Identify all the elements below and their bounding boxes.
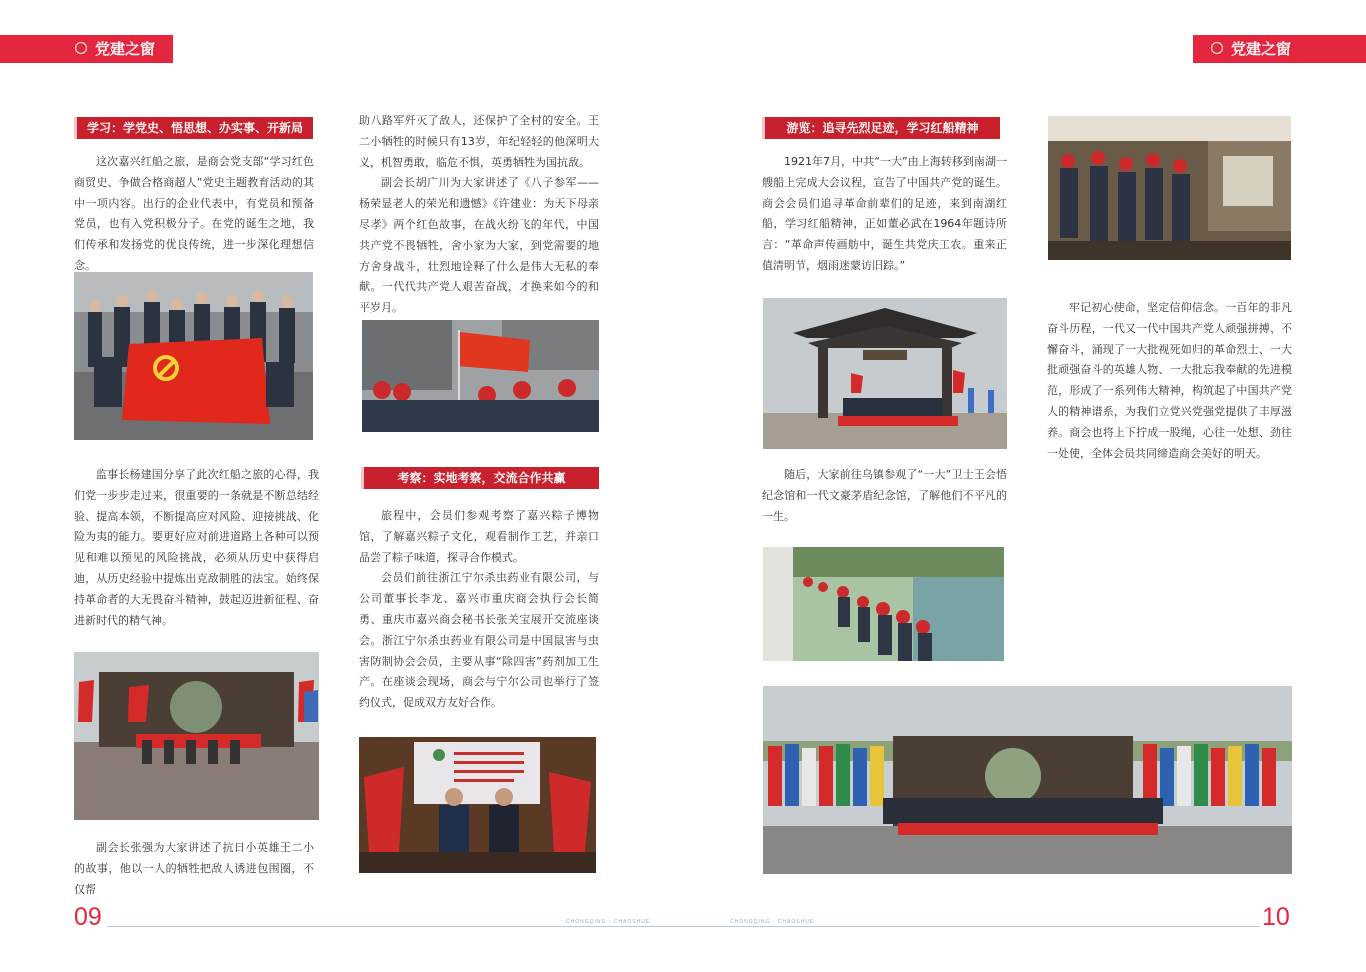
photo-archway-group (763, 298, 1007, 449)
footer-rule (107, 926, 1260, 927)
photo-signing-ceremony (359, 737, 596, 873)
article-paragraph: 这次嘉兴红船之旅，是商会党支部“学习红色商贸史、争做合格商超人”党史主题教育活动的其中一项内容。出行的企业代表中，有党员和预备党员，也有入党积极分子。在党的诞生之地，我们传承和发扬党的优良传统，进一步深化理想信念。 (74, 155, 314, 272)
article-paragraph: 1921年7月，中共“一大”由上海转移到南湖一艘船上完成大会议程，宣告了中国共产党的诞生。商会会员们追寻革命前辈们的足迹，来到南湖红船，学习红船精神，正如董必武在1964年题诗所言：“革命声传画舫中，诞生共党庆工农。重来正值清明节，烟雨迷蒙访旧踪。” (762, 155, 1007, 272)
photo-flag-plaza-group (763, 686, 1292, 874)
footer-brand-right: CHONGQING · CHAOSHUE (730, 919, 815, 925)
article-paragraph: 牢记初心使命，坚定信仰信念。一百年的非凡奋斗历程，一代又一代中国共产党人顽强拼搏、不懈奋斗，涌现了一大批视死如归的革命烈士、一大批顽强奋斗的英雄人物、一大批忘我奉献的先进模范，形成了一系列伟大精神，构筑起了中国共产党人的精神谱系，为我们立党兴党强党提供了丰厚滋养。商会也将上下拧成一股绳，心往一处想、劲往一处使，全体会员共同缔造商会美好的明天。 (1047, 301, 1292, 460)
article-paragraph: 副会长张强为大家讲述了抗日小英雄王二小的故事，他以一人的牺牲把敌人诱进包围圈，不仅帮 (74, 841, 314, 896)
page-number-right: 10 (1262, 903, 1290, 931)
photo-flag-group (74, 272, 313, 440)
page-number-left: 09 (74, 903, 102, 931)
photo-museum-visit (1048, 116, 1291, 260)
photo-banner-gate (74, 652, 319, 820)
footer-brand-left: CHONGQING · CHAOSHUE (566, 919, 651, 925)
section-heading-inspect: 考察：实地考察，交流合作共赢 (361, 467, 599, 489)
article-paragraph: 监事长杨建国分享了此次红船之旅的心得，我们党一步步走过来，很重要的一条就是不断总结经验、提高本领，不断提高应对风险、迎接挑战、化险为夷的能力。要更好应对前进道路上各种可以预见和难以预见的风险挑战，必须从历史中获得启迪，从历史经验中提炼出克敌制胜的法宝。始终保持革命者的大无畏奋斗精神，鼓起迈进新征程、奋进新时代的精气神。 (74, 468, 319, 627)
header-rule-right (1193, 62, 1366, 63)
section-tab-right (1193, 35, 1366, 63)
section-tab-label: 党建之窗 (1231, 40, 1292, 58)
photo-riverside-walk (763, 547, 1004, 661)
section-heading-study: 学习：学党史、悟思想、办实事、开新局 (74, 117, 313, 139)
circle-icon (75, 42, 87, 54)
circle-icon (1211, 42, 1223, 54)
section-tab-left (0, 35, 173, 63)
article-paragraph: 随后，大家前往乌镇参观了“一大”卫士王会悟纪念馆和一代文豪茅盾纪念馆，了解他们不平凡的一生。 (762, 468, 1007, 523)
photo-street-flag (362, 320, 599, 432)
section-heading-tour: 游览：追寻先烈足迹，学习红船精神 (762, 117, 1000, 139)
article-paragraph: 助八路军歼灭了敌人，还保护了全村的安全。王二小牺牲的时候只有13岁，年纪轻轻的他深明大义，机智勇敢，临危不惧，英勇牺牲为国抗敌。 副会长胡广川为大家讲述了《八子参军——杨荣显老人的荣光和遗憾》《许建业：为天下母亲尽孝》两个红色故事，在战火纷飞的年代，中国共产党不畏牺牲，舍小家为大家，到党需要的地方舍身战斗，壮烈地诠释了什么是伟大无私的奉献。一代代共产党人艰苦奋战，才换来如今的和平岁月。 (359, 114, 599, 315)
article-paragraph: 旅程中，会员们参观考察了嘉兴粽子博物馆，了解嘉兴粽子文化，观看制作工艺，并亲口品尝了粽子味道，探寻合作模式。 会员们前往浙江宁尔杀虫药业有限公司，与公司董事长李龙、嘉兴市重庆商会执行会长简勇、重庆市嘉兴商会秘书长张关宝展开交流座谈会。浙江宁尔杀虫药业有限公司是中国鼠害与虫害防制协会会员，主要从事“除四害”药剂加工生产。在座谈会现场，商会与宁尔公司也举行了签约仪式，促成双方友好合作。 (359, 509, 599, 710)
section-tab-label: 党建之窗 (95, 40, 156, 58)
header-rule-left (0, 62, 173, 63)
